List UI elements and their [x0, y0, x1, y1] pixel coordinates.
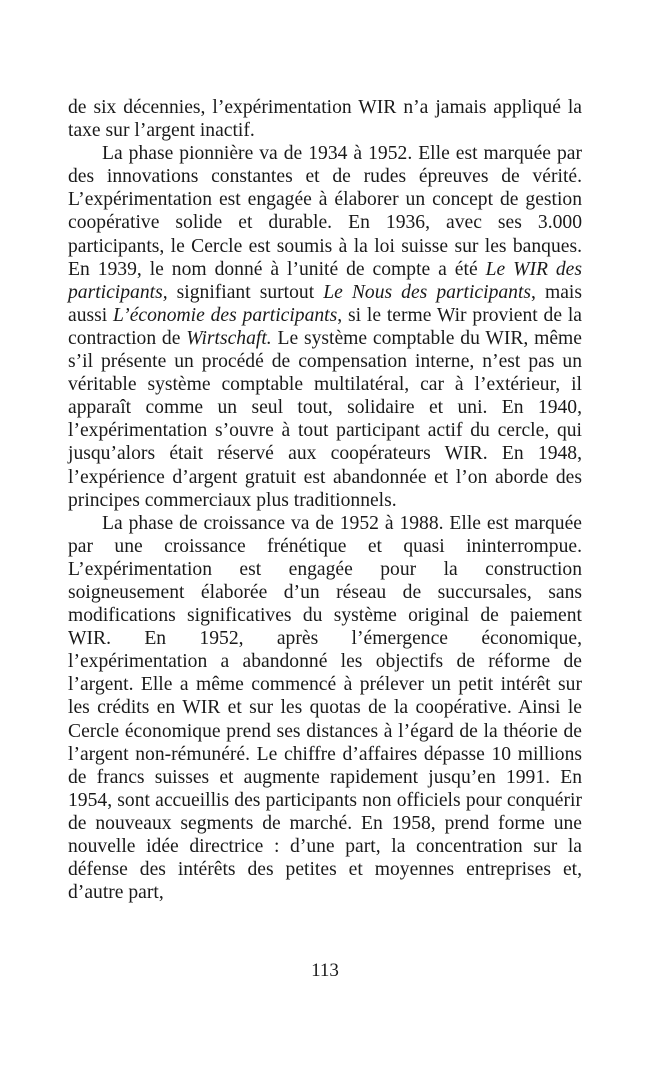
paragraph-growth-phase [68, 512, 582, 905]
text-segment: Le système comptable du WIR, même s’il présente un procédé de compensation interne, n’est pas un véritable système comptable multilatéral, car à l’extérieur, il apparaît comme un seul tout, solidaire et uni. En 1940, l’expérimentation s’ouvre à tout participant actif du cercle, qui jusqu’alors était réservé aux coopérateurs WIR. En 1948, l’expérience d’argent gratuit est abandonnée et l’on aborde des principes commerciaux plus traditionnels. [68, 327, 582, 511]
italic-text-segment: Le WIR des participants, [68, 258, 583, 303]
italic-text-segment: Le Nous des participants [323, 281, 532, 303]
text-segment: , mais aussi [68, 281, 582, 326]
body-text [68, 96, 582, 904]
italic-text-segment: Wirtschaft. [186, 327, 272, 349]
text-segment: signifiant surtout [167, 281, 324, 303]
text-segment: La phase pionnière va de 1934 à 1952. Elle est marquée par des innovations constantes et de rudes épreuves de vérité. L’expérimentation est engagée à élaborer un concept de gestion coopérative solide et durable. En 1936, avec ses 3.000 participants, le Cercle est soumis à la loi suisse sur les banques. En 1939, le nom donné à l’unité de compte a été [68, 143, 582, 280]
italic-text-segment: L’économie des participants [113, 304, 338, 326]
text-segment: , si le terme Wir provient de la contraction de [68, 304, 582, 349]
text-segment: La phase de croissance va de 1952 à 1988. Elle est marquée par une croissance frénétique et quasi ininterrompue. L’expérimentation est engagée pour la construction soigneusement élaborée d’un réseau de succursales, sans modifications significatives du système original de paiement WIR. En 1952, après l’émergence économique, l’expérimentation a abandonné les objectifs de réforme de l’argent. Elle a même commencé à prélever un petit intérêt sur les crédits en WIR et sur les quotas de la coopérative. Ainsi le Cercle économique prend ses distances à l’égard de la théorie de l’argent non-rémunéré. Le chiffre d’affaires dépasse 10 millions de francs suisses et augmente rapidement jusqu’en 1991. En 1954, sont accueillis des participants non officiels pour conquérir de nouveaux segments de marché. En 1958, prend forme une nouvelle idée directrice : d’une part, la concentration sur la défense des intérêts des petites et moyennes entreprises et, d’autre part, [68, 512, 582, 904]
text-segment: de six décennies, l’expérimentation WIR n’a jamais appliqué la taxe sur l’argent inactif. [68, 97, 582, 142]
paragraph-pioneer-phase [68, 142, 582, 512]
paragraph-continuation [68, 96, 582, 142]
page-number: 113 [311, 960, 339, 981]
